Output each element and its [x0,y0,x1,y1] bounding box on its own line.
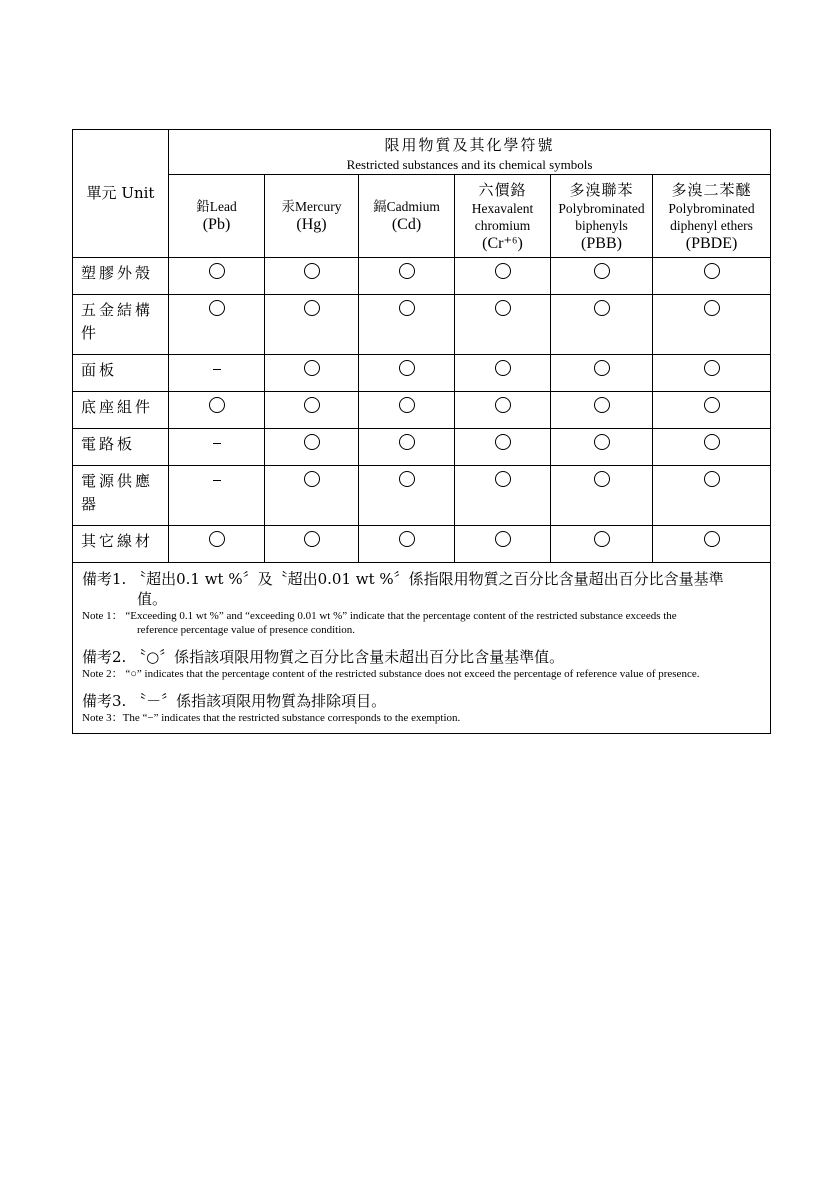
part-name: 塑膠外殼 [73,258,169,295]
notes [73,563,771,734]
compliance-cell [359,466,455,526]
substance-header [169,175,265,258]
compliance-cell [265,466,359,526]
part-name: 面板 [73,355,169,392]
table-row [73,526,771,563]
compliance-cell [359,526,455,563]
circle-mark-icon [495,397,511,413]
substance-name: 汞Mercury [281,198,342,214]
compliance-cell [265,526,359,563]
substance-zh: 多溴聯苯 [569,182,634,199]
compliance-cell [653,295,771,355]
compliance-cell [455,392,551,429]
circle-mark-icon [594,300,610,316]
circle-mark-icon [209,263,225,279]
compliance-cell [265,355,359,392]
circle-mark-icon [594,471,610,487]
unit-header: 單元 Unit [73,130,169,258]
dash-mark-icon [213,480,221,481]
compliance-cell [455,466,551,526]
note1-en: Note 1： “Exceeding 0.1 wt %” and “exceeding 0.01 wt %” indicate that the percentage content of the restricted substance exceeds the reference percentage value of presence condition. [82,610,677,636]
table-row [73,258,771,295]
note2-en: Note 2： “○” indicates that the percentage content of the restricted substance does not exceed the percentage of reference value of presence. [82,668,700,680]
table-row [73,295,771,355]
table-row [73,392,771,429]
note3-en: Note 3：The “−” indicates that the restricted substance corresponds to the exemption. [82,712,461,724]
circle-mark-icon [399,531,415,547]
part-rows [73,258,771,563]
dash-mark-icon [213,369,221,370]
circle-mark-icon [704,360,720,376]
circle-mark-icon [399,471,415,487]
circle-mark-icon [399,360,415,376]
title-en: Restricted substances and its chemical symbols [346,157,593,172]
compliance-cell [359,258,455,295]
circle-mark-icon [704,397,720,413]
part-name: 底座組件 [73,392,169,429]
circle-mark-icon [495,531,511,547]
table-row [73,466,771,526]
compliance-cell [653,429,771,466]
substance-symbol: (Cr⁺⁶) [482,234,523,252]
compliance-cell [653,258,771,295]
compliance-cell [359,295,455,355]
substance-name: Polybrominated diphenyl ethers [668,200,755,233]
circle-mark-icon [304,471,320,487]
compliance-cell [551,258,653,295]
compliance-cell [169,355,265,392]
rohs-declaration [72,129,770,734]
substance-header [359,175,455,258]
substance-name: Hexavalent chromium [471,200,534,233]
compliance-cell [551,466,653,526]
table-row [73,355,771,392]
compliance-cell [265,258,359,295]
substance-symbol: (Hg) [296,215,327,233]
circle-mark-icon [399,300,415,316]
circle-mark-icon [704,300,720,316]
part-name: 五金結構件 [73,295,169,355]
circle-mark-icon [304,531,320,547]
circle-mark-icon [304,300,320,316]
substance-header-row [73,175,771,258]
substance-zh: 六價鉻 [478,182,527,199]
compliance-cell [455,258,551,295]
restricted-substances-table [72,129,771,734]
part-name: 其它線材 [73,526,169,563]
circle-mark-icon [704,263,720,279]
compliance-cell [551,526,653,563]
compliance-cell [653,526,771,563]
compliance-cell [455,355,551,392]
compliance-cell [265,429,359,466]
compliance-cell [455,295,551,355]
compliance-cell [265,295,359,355]
compliance-cell [359,355,455,392]
compliance-cell [653,466,771,526]
circle-mark-icon [399,263,415,279]
circle-mark-icon [495,471,511,487]
compliance-cell [455,526,551,563]
table-row [73,429,771,466]
circle-mark-icon [304,360,320,376]
substance-name: 鎘Cadmium [373,198,440,214]
circle-mark-icon [594,434,610,450]
circle-mark-icon [495,300,511,316]
circle-mark-icon [399,434,415,450]
table-title [169,130,771,175]
dash-mark-icon [213,443,221,444]
compliance-cell [359,392,455,429]
note3-zh: 備考3. 〝－〞係指該項限用物質為排除項目。 [82,692,387,710]
circle-mark-icon [495,434,511,450]
compliance-cell [169,466,265,526]
circle-mark-icon [594,263,610,279]
substance-header [455,175,551,258]
compliance-cell [169,295,265,355]
compliance-cell [169,392,265,429]
substance-zh: 多溴二苯醚 [671,182,752,199]
circle-mark-icon [594,397,610,413]
substance-header [551,175,653,258]
compliance-cell [551,295,653,355]
substance-header [653,175,771,258]
circle-mark-icon [704,531,720,547]
circle-mark-icon [594,360,610,376]
circle-mark-icon [594,531,610,547]
compliance-cell [551,355,653,392]
substance-header [265,175,359,258]
circle-mark-icon [209,300,225,316]
substance-name: 鉛Lead [196,198,237,214]
compliance-cell [169,258,265,295]
circle-mark-icon [304,263,320,279]
note2-zh: 備考2. 〝○〞係指該項限用物質之百分比含量未超出百分比含量基準值。 [82,648,565,666]
substance-symbol: (Pb) [202,215,231,233]
substance-symbol: (Cd) [391,215,422,233]
circle-mark-icon [704,471,720,487]
compliance-cell [455,429,551,466]
part-name: 電源供應器 [73,466,169,526]
circle-mark-icon [304,397,320,413]
compliance-cell [169,526,265,563]
compliance-cell [169,429,265,466]
compliance-cell [359,429,455,466]
circle-mark-icon [304,434,320,450]
circle-mark-icon [495,263,511,279]
circle-mark-icon [399,397,415,413]
compliance-cell [265,392,359,429]
circle-mark-icon [704,434,720,450]
circle-mark-icon [209,397,225,413]
title-zh: 限用物質及其化學符號 [384,136,555,154]
substance-name: Polybrominated biphenyls [558,200,645,233]
compliance-cell [551,429,653,466]
note1-zh: 備考1. 〝超出0.1 wt %〞及〝超出0.01 wt %〞係指限用物質之百分比含量超出百分比含量基準 值。 [82,570,724,608]
substance-symbol: (PBDE) [685,234,738,252]
circle-mark-icon [209,531,225,547]
part-name: 電路板 [73,429,169,466]
circle-mark-icon [495,360,511,376]
substance-symbol: (PBB) [581,234,622,252]
compliance-cell [653,355,771,392]
compliance-cell [551,392,653,429]
compliance-cell [653,392,771,429]
